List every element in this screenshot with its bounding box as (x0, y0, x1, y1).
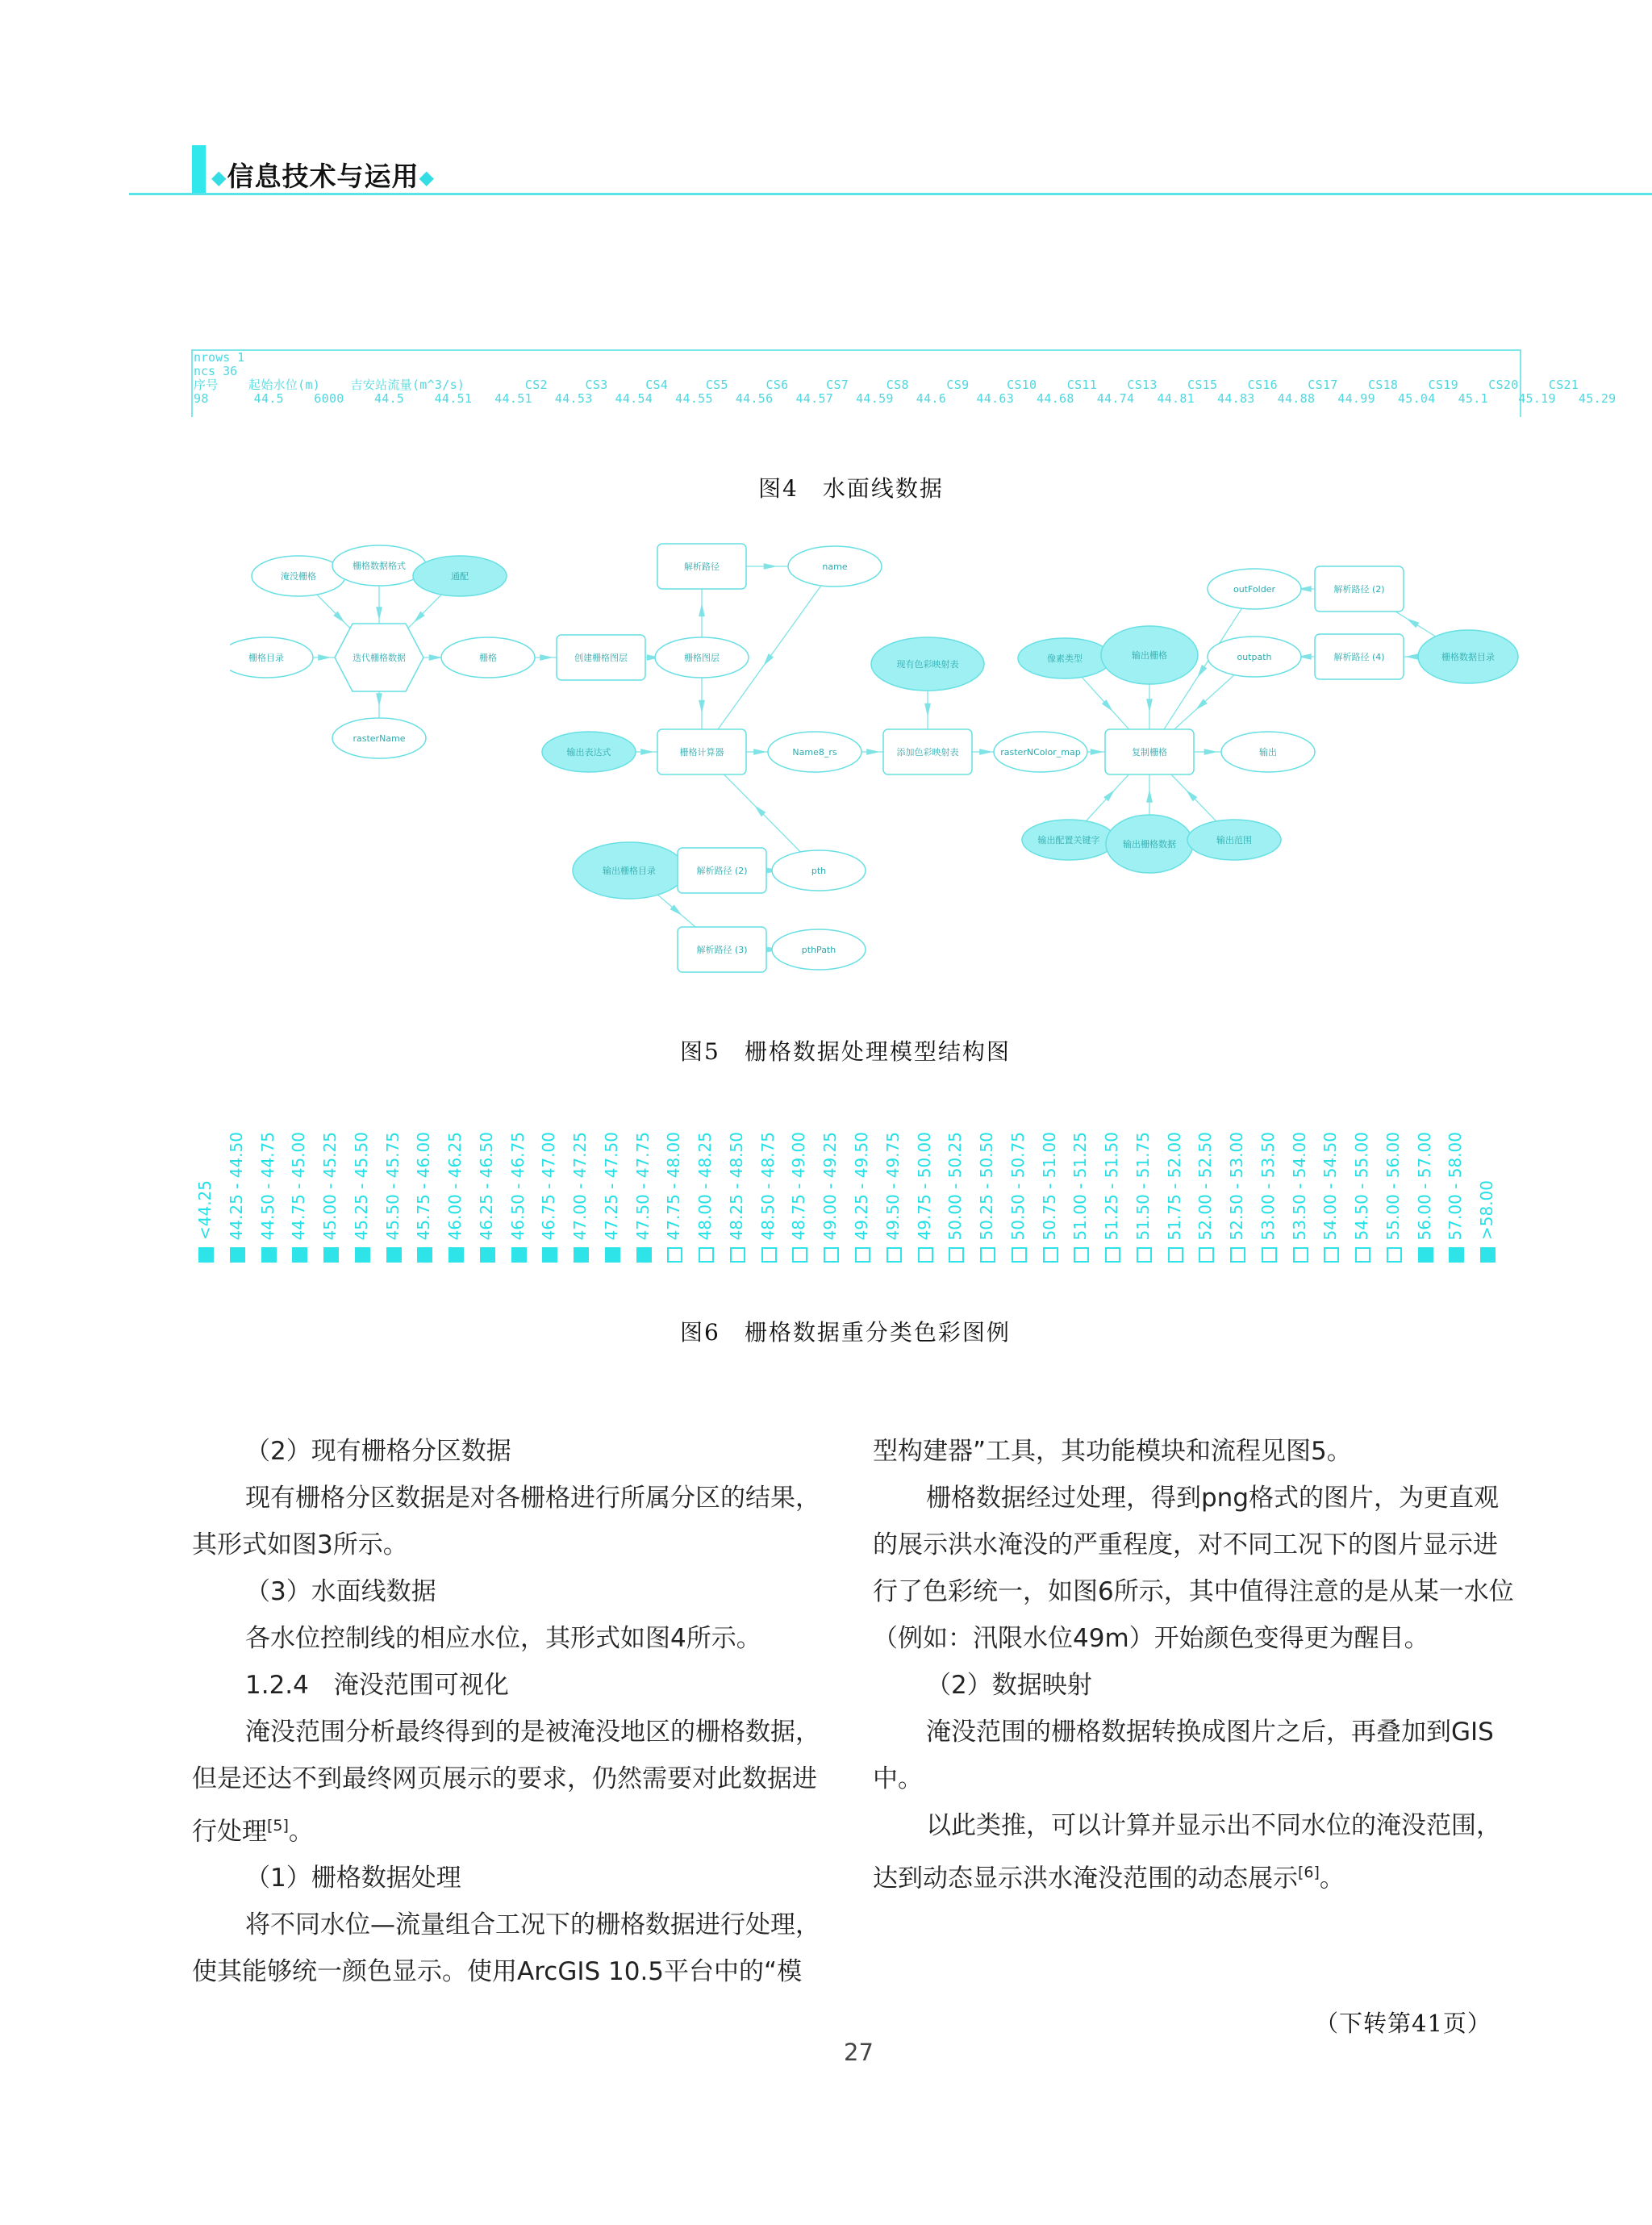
diagram-node (768, 732, 861, 772)
diagram-node (1187, 820, 1281, 860)
legend-label: 46.25 - 46.50 (476, 1131, 496, 1240)
legend-label: 47.00 - 47.25 (570, 1131, 590, 1240)
legend-item (822, 1125, 841, 1263)
subheading: （2）现有栅格分区数据 (245, 1437, 511, 1466)
legend-item (382, 1125, 404, 1263)
legend-label: 47.25 - 47.50 (601, 1131, 621, 1240)
legend-label: 54.50 - 55.00 (1352, 1131, 1372, 1240)
diagram-node (1018, 638, 1112, 678)
arrow-icon (1091, 749, 1101, 754)
diagram-node-label: 栅格图层 (684, 653, 720, 663)
diagram-node (573, 842, 686, 899)
diagram-node (557, 635, 645, 680)
arrow-icon (1147, 699, 1152, 710)
diagram-node-label: 输出栅格目录 (603, 866, 656, 876)
diagram-node (678, 848, 766, 893)
legend-swatch (1074, 1247, 1089, 1263)
arrow-icon (1199, 666, 1207, 676)
diamond-icon: ◆ (419, 166, 435, 189)
arrow-icon (765, 654, 773, 664)
legend-label: 51.75 - 52.00 (1164, 1131, 1184, 1240)
arrow-icon (540, 655, 551, 660)
diagram-node-label: pth (811, 866, 827, 876)
legend-swatch (1105, 1247, 1120, 1263)
water-level-line: ncs 36 (194, 364, 238, 378)
diagram-node (994, 732, 1087, 772)
legend-item (791, 1125, 810, 1263)
diagram-node (413, 556, 507, 596)
legend-label: <44.25 (195, 1179, 215, 1240)
legend-item (947, 1125, 966, 1263)
diagram-node (441, 637, 535, 678)
diagram-node-label: 通配 (451, 571, 469, 582)
legend-item (1322, 1125, 1341, 1263)
legend-swatch (1168, 1247, 1183, 1263)
diagram-node (655, 637, 749, 678)
subheading: （3）水面线数据 (245, 1577, 436, 1606)
diagram-node (772, 850, 866, 891)
legend-swatch (1043, 1247, 1058, 1263)
diagram-node (1208, 637, 1301, 677)
diagram-node-label: 复制栅格 (1132, 747, 1167, 758)
paragraph: 现有栅格分区数据是对各栅格进行所属分区的结果，其形式如图3所示。 (192, 1484, 820, 1559)
diagram-node-label: rasterNColor_map (1000, 747, 1081, 758)
diagram-node (230, 637, 313, 678)
legend-label: 49.00 - 49.25 (820, 1131, 841, 1240)
diagram-node-label: 输出表达式 (566, 747, 611, 758)
legend-label: 46.75 - 47.00 (539, 1131, 559, 1240)
arrow-icon (754, 749, 765, 754)
legend-item (1135, 1125, 1154, 1263)
legend-swatch (886, 1247, 902, 1263)
diagram-node-label: 输出配置关键字 (1037, 835, 1100, 845)
legend-swatch (198, 1247, 214, 1263)
citation[interactable]: [5] (267, 1817, 289, 1835)
diagram-node-label: 像素类型 (1047, 653, 1083, 664)
subheading: （2）数据映射 (926, 1671, 1092, 1700)
arrow-icon (867, 749, 878, 754)
diagram-node (657, 729, 746, 774)
legend-item (882, 1125, 904, 1263)
diamond-icon: ◆ (211, 166, 227, 189)
legend-item (1447, 1125, 1466, 1263)
legend-label: 55.00 - 56.00 (1383, 1131, 1403, 1240)
arrow-icon (1300, 587, 1311, 591)
legend-swatch (1293, 1247, 1308, 1263)
legend-label: 53.00 - 53.50 (1258, 1131, 1278, 1240)
legend-swatch (323, 1247, 339, 1263)
legend-label: 46.00 - 46.25 (445, 1131, 465, 1240)
legend-swatch (1355, 1247, 1370, 1263)
diagram-node-label: 解析路径 (3) (696, 945, 748, 955)
legend-swatch (1449, 1247, 1464, 1263)
legend-swatch (1387, 1247, 1402, 1263)
legend-swatch (1012, 1247, 1027, 1263)
legend-label: 48.50 - 48.75 (757, 1131, 778, 1240)
legend-item (1354, 1125, 1373, 1263)
diagram-node (1315, 634, 1404, 679)
legend-item (322, 1125, 341, 1263)
diagram-node-label: 栅格目录 (248, 653, 284, 663)
legend-item (853, 1125, 873, 1263)
legend-item (257, 1125, 279, 1263)
diagram-node (657, 544, 746, 589)
arrow-icon (764, 564, 774, 569)
legend-label: 47.75 - 48.00 (664, 1131, 684, 1240)
arrow-icon (377, 607, 382, 618)
page-number: 27 (844, 2039, 874, 2066)
legend-swatch (448, 1247, 464, 1263)
diagram-node (1221, 732, 1315, 772)
legend-swatch (230, 1247, 245, 1263)
header-accent-bar (192, 145, 206, 194)
arrow-icon (699, 606, 704, 616)
water-level-line: 序号 起始水位(m) 吉安站流量(m^3/s) CS2 CS3 CS4 CS5 CS6 CS7 CS8 CS9 CS10 CS11 CS13 CS15 CS16 CS17 CS18 CS19 CS20 CS21 (194, 378, 1579, 392)
section-heading: 1.2.4 淹没范围可视化 (245, 1671, 509, 1700)
paragraph: 淹没范围的栅格数据转换成图片之后，再叠加到GIS中。 (873, 1718, 1494, 1793)
paragraph: 各水位控制线的相应水位，其形式如图4所示。 (245, 1624, 761, 1653)
legend-label: 52.50 - 53.00 (1227, 1131, 1247, 1240)
legend-item (632, 1125, 654, 1263)
diagram-node-label: 解析路径 (2) (696, 866, 748, 876)
legend-item (540, 1125, 560, 1263)
diagram-node (1022, 820, 1116, 860)
legend-swatch (355, 1247, 370, 1263)
legend-item (1479, 1125, 1498, 1263)
legend-label: 50.75 - 51.00 (1039, 1131, 1059, 1240)
diagram-node (1208, 569, 1301, 609)
legend-label: 44.50 - 44.75 (257, 1131, 277, 1240)
legend-label: 53.50 - 54.00 (1289, 1131, 1309, 1240)
diagram-node (332, 718, 426, 758)
diagram-node (788, 546, 882, 587)
legend-item (728, 1125, 748, 1263)
legend-label: 48.00 - 48.25 (695, 1131, 715, 1240)
diagram-node (252, 556, 345, 596)
legend-swatch (699, 1247, 714, 1263)
legend-label: 45.75 - 46.00 (414, 1131, 434, 1240)
diagram-node-label: 解析路径 (684, 561, 720, 572)
legend-item (1166, 1125, 1186, 1263)
arrow-icon (925, 703, 930, 714)
legend-label: 49.25 - 49.50 (852, 1131, 871, 1240)
legend-swatch (667, 1247, 682, 1263)
diagram-node-label: 输出栅格数据 (1123, 839, 1176, 850)
legend-item (353, 1125, 373, 1263)
legend-swatch (855, 1247, 870, 1263)
arrow-icon (319, 655, 329, 660)
legend-label: 45.50 - 45.75 (382, 1131, 403, 1240)
legend-item (447, 1125, 466, 1263)
continued-note: （下转第41页） (1315, 2010, 1491, 2037)
legend-label: 50.00 - 50.25 (945, 1131, 966, 1240)
diagram-node (1418, 630, 1518, 683)
diagram-node-label: 现有色彩映射表 (896, 659, 959, 670)
legend-swatch (761, 1247, 777, 1263)
diagram-node-label: outFolder (1233, 584, 1276, 595)
diagram-node (678, 927, 766, 972)
legend-swatch (480, 1247, 495, 1263)
paragraph (192, 1709, 837, 1855)
paragraph: 将不同水位—流量组合工况下的栅格数据进行处理，使其能够统一颜色显示。使用ArcGIS 10.5平台中的“模 (192, 1910, 820, 1987)
legend-label: 54.00 - 54.50 (1320, 1131, 1341, 1240)
legend-item (1291, 1125, 1311, 1263)
paragraph: 栅格数据经过处理，得到png格式的图片，为更直观的展示洪水淹没的严重程度，对不同工况下的图片显示进行了色彩统一，如图6所示，其中值得注意的是从某一水位（例如：汛限水位49m）开始颜色变得更为醒目。 (873, 1484, 1514, 1653)
legend-swatch (1418, 1247, 1433, 1263)
legend-swatch (511, 1247, 527, 1263)
diagram-node-label: outpath (1237, 652, 1272, 662)
legend-swatch (1324, 1247, 1339, 1263)
legend-swatch (824, 1247, 839, 1263)
diagram-node-label: 解析路径 (2) (1333, 584, 1385, 595)
legend-label: 50.50 - 50.75 (1007, 1131, 1028, 1240)
legend-label: 44.75 - 45.00 (289, 1131, 309, 1240)
diagram-node (883, 729, 972, 774)
legend-item (1385, 1125, 1404, 1263)
diagram-node (1106, 815, 1193, 873)
legend-swatch (1199, 1247, 1214, 1263)
legend-label: 45.00 - 45.25 (320, 1131, 340, 1240)
legend-swatch (636, 1247, 652, 1263)
legend-item (507, 1125, 529, 1263)
legend-swatch (605, 1247, 620, 1263)
legend-item (415, 1125, 435, 1263)
diagram-node-label: 迭代栅格数据 (353, 653, 406, 663)
legend-item (603, 1125, 623, 1263)
water-level-line: nrows 1 (194, 350, 245, 365)
legend-label: 51.00 - 51.25 (1070, 1131, 1091, 1240)
arrow-icon (1103, 700, 1112, 710)
paragraph: 型构建器”工具，其功能模块和流程见图5。 (873, 1437, 1352, 1466)
arrow-icon (1197, 699, 1207, 708)
legend-label: 44.25 - 44.50 (226, 1131, 246, 1240)
diagram-node-label: name (822, 561, 848, 572)
model-diagram (230, 528, 1529, 996)
diagram-node-label: 输出范围 (1216, 835, 1252, 845)
legend-label: 49.50 - 49.75 (882, 1131, 903, 1240)
water-level-line: 98 44.5 6000 44.5 44.51 44.51 44.53 44.54 44.55 44.56 44.57 44.59 44.6 44.63 44.68 44.74 44.81 44.83 44.88 44.99 45.04 45.1 45.19 45.29 (194, 391, 1617, 406)
diagram-node-label: 栅格 (479, 653, 497, 663)
arrow-icon (641, 749, 652, 754)
legend-item (697, 1125, 716, 1263)
legend-item (757, 1125, 779, 1263)
diagram-node (542, 732, 636, 772)
diagram-node-label: Name8_rs (792, 747, 837, 758)
legend-swatch (792, 1247, 807, 1263)
legend-label: 51.25 - 51.50 (1102, 1131, 1122, 1240)
paragraph-end: 。 (1319, 1864, 1345, 1893)
diagram-node-label: 栅格数据目录 (1441, 652, 1495, 662)
legend-swatch (1480, 1247, 1496, 1263)
arrow-icon (377, 694, 382, 704)
arrow-icon (1147, 791, 1152, 802)
color-legend (197, 1125, 1510, 1263)
diagram-node-label: 输出栅格 (1132, 650, 1167, 661)
legend-item (572, 1125, 591, 1263)
legend-swatch (1230, 1247, 1245, 1263)
legend-item (197, 1125, 216, 1263)
legend-item (665, 1125, 685, 1263)
diagram-node (1101, 626, 1198, 684)
legend-item (290, 1125, 310, 1263)
arrow-icon (1300, 654, 1311, 659)
legend-swatch (980, 1247, 995, 1263)
arrow-icon (1204, 749, 1215, 754)
legend-swatch (292, 1247, 307, 1263)
legend-swatch (1262, 1247, 1277, 1263)
paragraph-end: 。 (288, 1817, 314, 1847)
legend-label: 52.00 - 52.50 (1195, 1131, 1216, 1240)
subheading: （1）栅格数据处理 (245, 1864, 461, 1893)
diagram-node (1315, 566, 1404, 612)
legend-item (1229, 1125, 1248, 1263)
legend-swatch (417, 1247, 432, 1263)
legend-item (978, 1125, 998, 1263)
legend-label: 51.50 - 51.75 (1133, 1131, 1153, 1240)
diagram-node (871, 637, 984, 691)
legend-item (228, 1125, 248, 1263)
figure-5-caption: 图5 栅格数据处理模型结构图 (680, 1038, 1011, 1065)
diagram-node-label: 添加色彩映射表 (896, 747, 959, 758)
legend-label: 47.50 - 47.75 (632, 1131, 653, 1240)
arrow-icon (699, 700, 704, 711)
arrow-icon (671, 905, 681, 914)
left-column (192, 1428, 837, 1995)
diagram-node-label: 创建栅格图层 (574, 653, 628, 663)
arrow-icon (980, 749, 991, 754)
paragraph (873, 1802, 1518, 1901)
diagram-node-label: 栅格计算器 (679, 747, 724, 758)
right-column (873, 1428, 1518, 1901)
legend-label: 56.00 - 57.00 (1414, 1131, 1434, 1240)
legend-item (1007, 1125, 1029, 1263)
legend-swatch (261, 1247, 277, 1263)
legend-swatch (542, 1247, 557, 1263)
paragraph-text: 以此类推，可以计算并显示出不同水位的淹没范围，达到动态显示洪水淹没范围的动态展示 (873, 1811, 1501, 1893)
legend-item (1072, 1125, 1091, 1263)
legend-item (1416, 1125, 1436, 1263)
legend-swatch (918, 1247, 933, 1263)
legend-item (1260, 1125, 1279, 1263)
legend-item (1103, 1125, 1123, 1263)
paragraph-text: 淹没范围分析最终得到的是被淹没地区的栅格数据，但是还达不到最终网页展示的要求，仍然需要对此数据进行处理 (192, 1718, 820, 1847)
citation[interactable]: [6] (1298, 1864, 1320, 1881)
journal-section-title: 信息技术与运用 (227, 161, 419, 192)
diagram-node-label: 输出 (1259, 747, 1277, 758)
arrow-icon (1408, 654, 1418, 659)
arrow-icon (1104, 791, 1113, 801)
legend-label: 46.50 - 46.75 (507, 1131, 528, 1240)
legend-item (916, 1125, 936, 1263)
arrow-icon (1408, 620, 1419, 628)
legend-label: 49.75 - 50.00 (914, 1131, 934, 1240)
diagram-node-label: rasterName (353, 733, 406, 744)
diagram-node-label: 栅格数据格式 (353, 561, 406, 571)
legend-item (478, 1125, 498, 1263)
journal-header (211, 156, 435, 194)
legend-swatch (1137, 1247, 1152, 1263)
diagram-node-label: pthPath (801, 945, 836, 955)
arrow-icon (429, 655, 440, 660)
legend-label: 48.75 - 49.00 (789, 1131, 809, 1240)
figure-6-caption: 图6 栅格数据重分类色彩图例 (680, 1319, 1011, 1346)
legend-swatch (574, 1247, 589, 1263)
legend-label: 57.00 - 58.00 (1446, 1131, 1466, 1240)
legend-swatch (949, 1247, 964, 1263)
figure-4-caption: 图4 水面线数据 (758, 475, 944, 502)
diagram-node-label: 淹没栅格 (281, 571, 316, 582)
legend-swatch (386, 1247, 402, 1263)
diagram-node-label: 解析路径 (4) (1333, 652, 1385, 662)
legend-label: 50.25 - 50.50 (977, 1131, 997, 1240)
diagram-node (335, 624, 423, 691)
legend-label: 45.25 - 45.50 (351, 1131, 371, 1240)
legend-label: >58.00 (1477, 1179, 1497, 1240)
diagram-node (1105, 729, 1194, 774)
legend-item (1197, 1125, 1216, 1263)
legend-label: 48.25 - 48.50 (726, 1131, 746, 1240)
diagram-node (332, 545, 426, 586)
legend-item (1041, 1125, 1061, 1263)
diagram-node (772, 929, 866, 970)
legend-swatch (730, 1247, 745, 1263)
